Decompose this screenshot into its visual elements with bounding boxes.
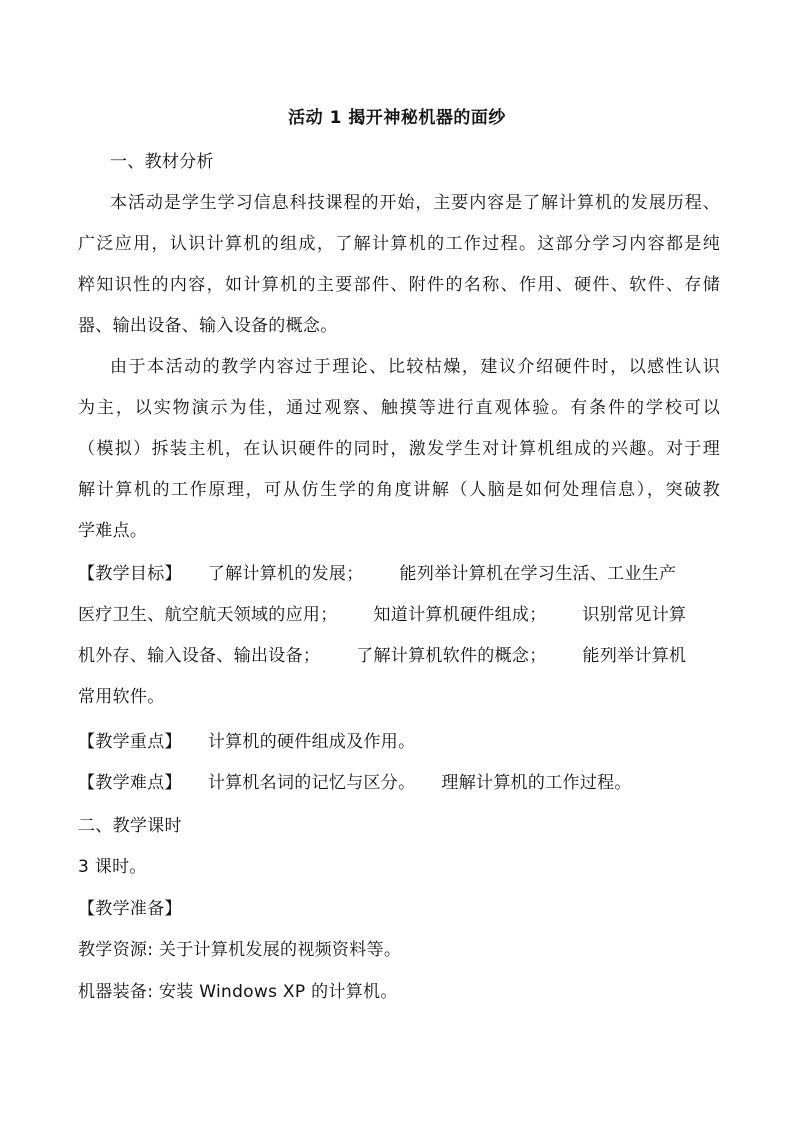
goal-item: 识别常见计算 xyxy=(582,605,687,625)
paragraph-1-line-2: 广泛应用，认识计算机的组成，了解计算机的工作过程。这部分学习内容都是纯 xyxy=(78,234,720,254)
teaching-goals-line-2 xyxy=(78,603,720,627)
difficulty-item: 理解计算机的工作过程。 xyxy=(441,773,632,793)
teaching-resources: 教学资源: 关于计算机发展的视频资料等。 xyxy=(78,940,402,960)
goal-item: 知道计算机硬件组成； xyxy=(373,605,547,625)
goal-item: 了解计算机的发展； xyxy=(207,564,364,584)
document-title: 活动 1 揭开神秘机器的面纱 xyxy=(288,108,506,128)
difficulty-item: 计算机名词的记忆与区分。 xyxy=(207,773,416,793)
paragraph-2-line-1: 由于本活动的教学内容过于理论、比较枯燥，建议介绍硬件时，以感性认识 xyxy=(110,357,720,377)
paragraph-1-line-3: 粹知识性的内容，如计算机的主要部件、附件的名称、作用、硬件、软件、存储 xyxy=(78,275,720,295)
goal-item: 能列举计算机在学习生活、工业生产 xyxy=(399,564,677,584)
machine-equipment: 机器装备: 安装 Windows XP 的计算机。 xyxy=(78,982,398,1002)
difficulties-label: 【教学难点】 xyxy=(78,773,182,793)
goal-item: 医疗卫生、航空航天领域的应用； xyxy=(78,605,338,625)
key-points-text: 计算机的硬件组成及作用。 xyxy=(207,732,416,752)
key-points-label: 【教学重点】 xyxy=(78,732,182,752)
teaching-preparation-label: 【教学准备】 xyxy=(78,899,182,919)
teaching-difficulties xyxy=(78,771,720,795)
paragraph-2-line-4: 解计算机的工作原理，可从仿生学的角度讲解（人脑是如何处理信息），突破教 xyxy=(78,480,720,500)
class-hours-text: 3 课时。 xyxy=(78,857,147,877)
goal-item: 了解计算机软件的概念； xyxy=(356,646,547,666)
paragraph-2-line-3: （模拟）拆装主机，在认识硬件的同时，激发学生对计算机组成的兴趣。对于理 xyxy=(78,439,720,459)
teaching-goals-line-1 xyxy=(78,562,720,586)
goal-item: 能列举计算机 xyxy=(582,646,687,666)
teaching-goals-line-3 xyxy=(78,644,720,668)
section-heading-textbook-analysis: 一、教材分析 xyxy=(110,152,214,172)
goal-item: 机外存、输入设备、输出设备； xyxy=(78,646,321,666)
section-heading-class-hours: 二、教学课时 xyxy=(78,816,182,836)
goal-item: 常用软件。 xyxy=(78,687,165,707)
paragraph-1-line-4: 器、输出设备、输入设备的概念。 xyxy=(78,316,338,336)
paragraph-1-line-1: 本活动是学生学习信息科技课程的开始，主要内容是了解计算机的发展历程、 xyxy=(110,193,720,213)
teaching-goals-label: 【教学目标】 xyxy=(78,564,182,584)
teaching-key-points xyxy=(78,730,720,754)
teaching-goals-line-4 xyxy=(78,685,720,709)
paragraph-2-line-2: 为主，以实物演示为佳，通过观察、触摸等进行直观体验。有条件的学校可以 xyxy=(78,398,720,418)
paragraph-2-line-5: 学难点。 xyxy=(78,521,148,541)
